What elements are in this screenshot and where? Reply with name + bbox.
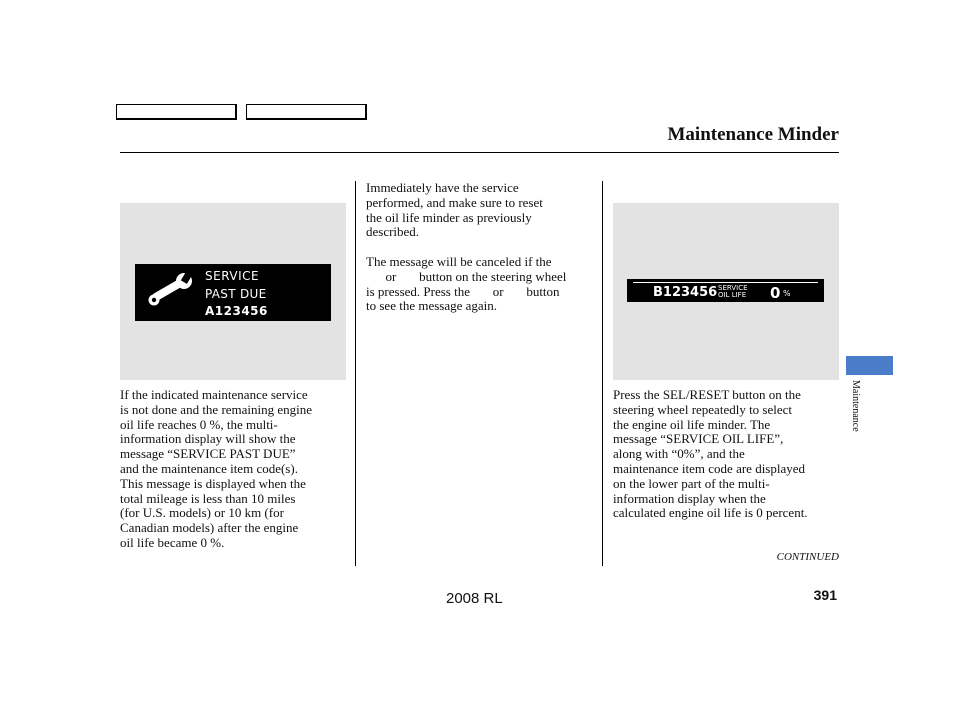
text-line: to see the message again. — [366, 298, 498, 314]
title-divider — [120, 152, 839, 153]
page-title: Maintenance Minder — [667, 124, 839, 145]
text-line: information display will show the — [120, 431, 296, 447]
wrench-icon — [145, 271, 195, 309]
display-oil-life-value: 0 — [770, 284, 781, 302]
text-line: total mileage is less than 10 miles — [120, 490, 296, 506]
right-figure-panel — [613, 203, 839, 380]
text-line: maintenance item code are displayed — [613, 460, 806, 476]
middle-paragraph-2 — [366, 255, 566, 314]
text-line: calculated engine oil life is 0 percent. — [613, 505, 808, 521]
text-line: message “SERVICE OIL LIFE”, — [613, 431, 784, 447]
display-line-code: A123456 — [205, 304, 268, 318]
text-line: If the indicated maintenance service — [120, 387, 308, 402]
display-line-past-due: PAST DUE — [205, 287, 267, 301]
text-line: or button on the steering wheel — [366, 268, 567, 284]
left-paragraph — [120, 388, 312, 551]
section-tab-label: Maintenance — [850, 380, 861, 432]
text-line: (for U.S. models) or 10 km (for — [120, 505, 284, 521]
text-line: described. — [366, 224, 420, 240]
left-figure-panel — [120, 203, 346, 380]
section-tab-maintenance[interactable] — [846, 356, 893, 375]
middle-paragraph-1 — [366, 181, 543, 240]
display-label-service: SERVICE — [718, 284, 748, 292]
text-line: the oil life minder as previously — [366, 209, 532, 225]
page-number: 391 — [813, 587, 837, 603]
footer-model: 2008 RL — [446, 590, 503, 607]
display-label-oil-life: OIL LIFE — [718, 291, 747, 299]
text-line: This message is displayed when the — [120, 475, 306, 491]
nav-button-main-menu[interactable] — [116, 104, 237, 120]
right-paragraph — [613, 388, 808, 521]
display-divider — [633, 282, 818, 283]
text-line: The message will be canceled if the — [366, 254, 552, 269]
column-divider-left — [355, 181, 356, 566]
text-line: performed, and make sure to reset — [366, 194, 543, 210]
text-line: and the maintenance item code(s). — [120, 460, 298, 476]
text-line: Immediately have the service — [366, 180, 519, 195]
text-line: oil life became 0 %. — [120, 534, 225, 550]
text-line: is pressed. Press the or button — [366, 283, 560, 299]
text-line: the engine oil life minder. The — [613, 416, 771, 432]
text-line: is not done and the remaining engine — [120, 401, 313, 417]
text-line: message “SERVICE PAST DUE” — [120, 446, 296, 462]
service-past-due-display — [135, 264, 331, 321]
text-line: along with “0%”, and the — [613, 446, 745, 462]
text-line: on the lower part of the multi- — [613, 475, 770, 491]
text-line: information display when the — [613, 490, 766, 506]
display-percent-unit: % — [783, 289, 791, 298]
column-divider-right — [602, 181, 603, 566]
text-line: Canadian models) after the engine — [120, 520, 299, 536]
nav-button-table-of-contents[interactable] — [246, 104, 367, 120]
service-oil-life-display — [627, 279, 824, 302]
display-item-code: B123456 — [653, 285, 718, 300]
continued-label: CONTINUED — [776, 551, 839, 563]
display-line-service: SERVICE — [205, 269, 260, 283]
text-line: oil life reaches 0 %, the multi- — [120, 416, 278, 432]
text-line: Press the SEL/RESET button on the — [613, 387, 801, 402]
text-line: steering wheel repeatedly to select — [613, 401, 793, 417]
